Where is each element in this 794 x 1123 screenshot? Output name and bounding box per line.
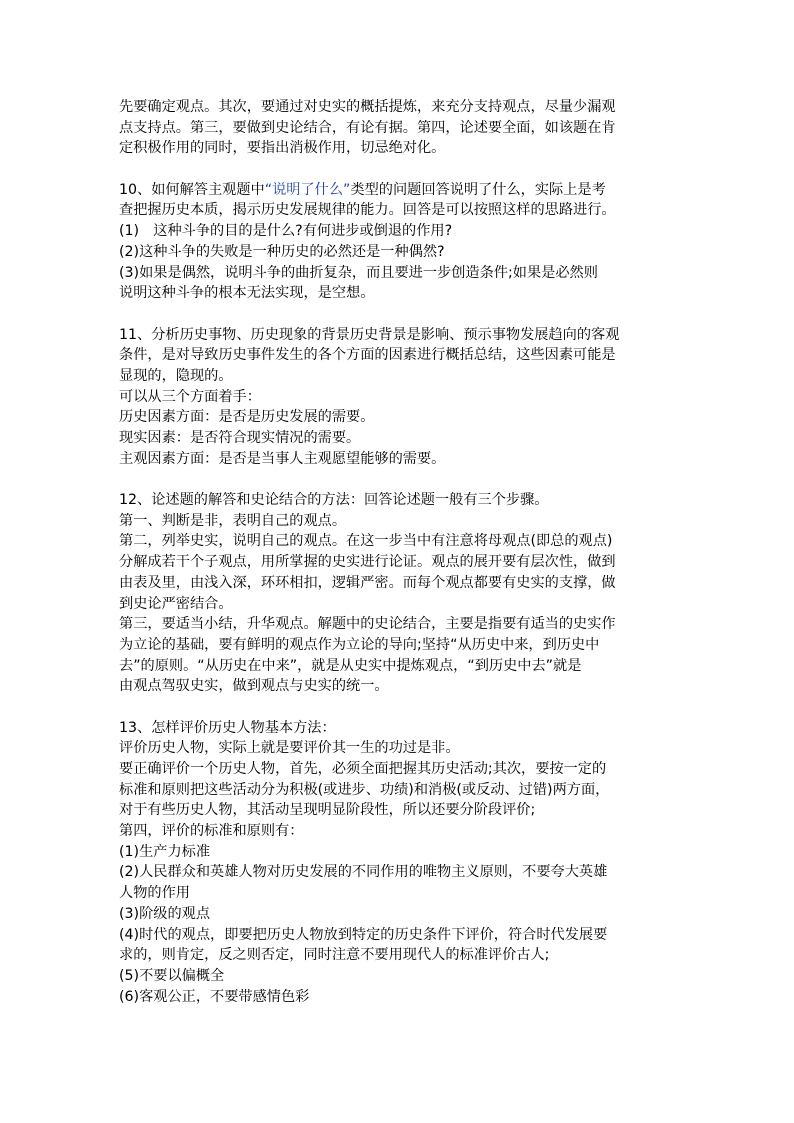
section-13: [119, 718, 681, 1008]
text-line: 说明这种斗争的根本无法实现，是空想。: [119, 285, 375, 302]
text-line: 定积极作用的同时，要指出消极作用，切忌绝对化。: [119, 140, 446, 157]
text-line: 可以从三个方面着手：: [119, 388, 261, 405]
text-line: 条件，是对导致历史事件发生的各个方面的因素进行概括总结，这些因素可能是: [119, 347, 616, 364]
highlighted-phrase: “说明了什么”: [264, 181, 351, 198]
section-10: [119, 180, 681, 304]
section-12: [119, 490, 681, 697]
text-line: 由观点驾驭史实，做到观点与史实的统一。: [119, 678, 389, 695]
text-line: 对于有些历史人物，其活动呈现明显阶段性，所以还要分阶段评价;: [119, 802, 536, 819]
text-line: 由表及里，由浅入深，环环相扣，逻辑严密。而每个观点都要有史实的支撑，做: [119, 574, 616, 591]
text-line: 第二，列举史实，说明自己的观点。在这一步当中有注意将母观点(即总的观点): [119, 533, 613, 550]
list-item: (1)生产力标准: [119, 843, 211, 860]
text-line: 评价历史人物，实际上就是要评价其一生的功过是非。: [119, 740, 460, 757]
text-line: 第三，要适当小结，升华观点。解题中的史论结合，主要是指要有适当的史实作: [119, 616, 616, 633]
section-10-heading: [119, 180, 681, 201]
text-line: 要正确评价一个历史人物，首先，必须全面把握其历史活动;其次，要按一定的: [119, 761, 607, 777]
section-13-heading: 13、怎样评价历史人物基本方法：: [119, 719, 336, 736]
section-12-heading: 12、论述题的解答和史论结合的方法：回答论述题一般有三个步骤。: [119, 492, 549, 509]
list-item: (1) 这种斗争的目的是什么?有何进步或倒退的作用?: [119, 223, 453, 240]
text-line: 第四，评价的标准和原则有：: [119, 823, 304, 840]
text-line: 先要确定观点。其次，要通过对史实的概括提炼，来充分支持观点，尽量少漏观: [119, 99, 616, 115]
document-page: [119, 97, 681, 1007]
list-item: (6)客观公正，不要带感情色彩: [119, 988, 310, 1005]
list-item: (3)阶级的观点: [119, 905, 211, 922]
text-line: 现实因素：是否符合现实情况的需要。: [119, 430, 361, 446]
paragraph-gap: [119, 304, 681, 325]
text-line: 主观因素方面：是否是当事人主观愿望能够的需要。: [119, 450, 446, 467]
heading-text: 10、如何解答主观题中: [119, 181, 265, 198]
list-item: (2)这种斗争的失败是一种历史的必然还是一种偶然?: [119, 243, 445, 260]
section-11: [119, 325, 681, 470]
text-line: 第一、判断是非，表明自己的观点。: [119, 512, 347, 529]
text-line: 显现的，隐现的。: [119, 367, 233, 384]
list-item: (2)人民群众和英雄人物对历史发展的不同作用的唯物主义原则，不要夸大英雄: [119, 864, 608, 881]
text-line: 点支持点。第三，要做到史论结合，有论有据。第四，论述要全面，如该题在肯: [119, 119, 616, 136]
text-line: 求的，则肯定，反之则否定，同时注意不要用现代人的标准评价古人;: [119, 947, 550, 964]
text-line: 人物的作用: [119, 885, 190, 902]
list-item: (5)不要以偏概全: [119, 967, 225, 984]
paragraph-gap: [119, 469, 681, 490]
paragraph-gap: [119, 697, 681, 718]
text-line: 到史论严密结合。: [119, 595, 233, 612]
intro-paragraph: [119, 97, 681, 159]
text-line: 查把握历史本质，揭示历史发展规律的能力。回答是可以按照这样的思路进行。: [119, 202, 616, 219]
text-line: 标准和原则把这些活动分为积极(或进步、功绩)和消极(或反动、过错)两方面，: [119, 781, 610, 798]
text-line: 分解成若干个子观点，用所掌握的史实进行论证。观点的展开要有层次性，做到: [119, 554, 616, 571]
text-line: 为立论的基础，要有鲜明的观点作为立论的导向;坚持“从历史中来，到历史中: [119, 636, 600, 653]
section-11-heading: 11、分析历史事物、历史现象的背景历史背景是影响、预示事物发展趋向的客观: [119, 326, 620, 343]
heading-text: 类型的问题回答说明了什么，实际上是考: [350, 181, 606, 198]
list-item: (4)时代的观点，即要把历史人物放到特定的历史条件下评价，符合时代发展要: [119, 926, 608, 943]
text-line: 去”的原则。“从历史在中来”，就是从史实中提炼观点，“到历史中去”就是: [119, 657, 582, 674]
text-line: 历史因素方面：是否是历史发展的需要。: [119, 409, 375, 426]
list-item: (3)如果是偶然，说明斗争的曲折复杂，而且要进一步创造条件;如果是必然则: [119, 264, 598, 281]
paragraph-gap: [119, 159, 681, 180]
